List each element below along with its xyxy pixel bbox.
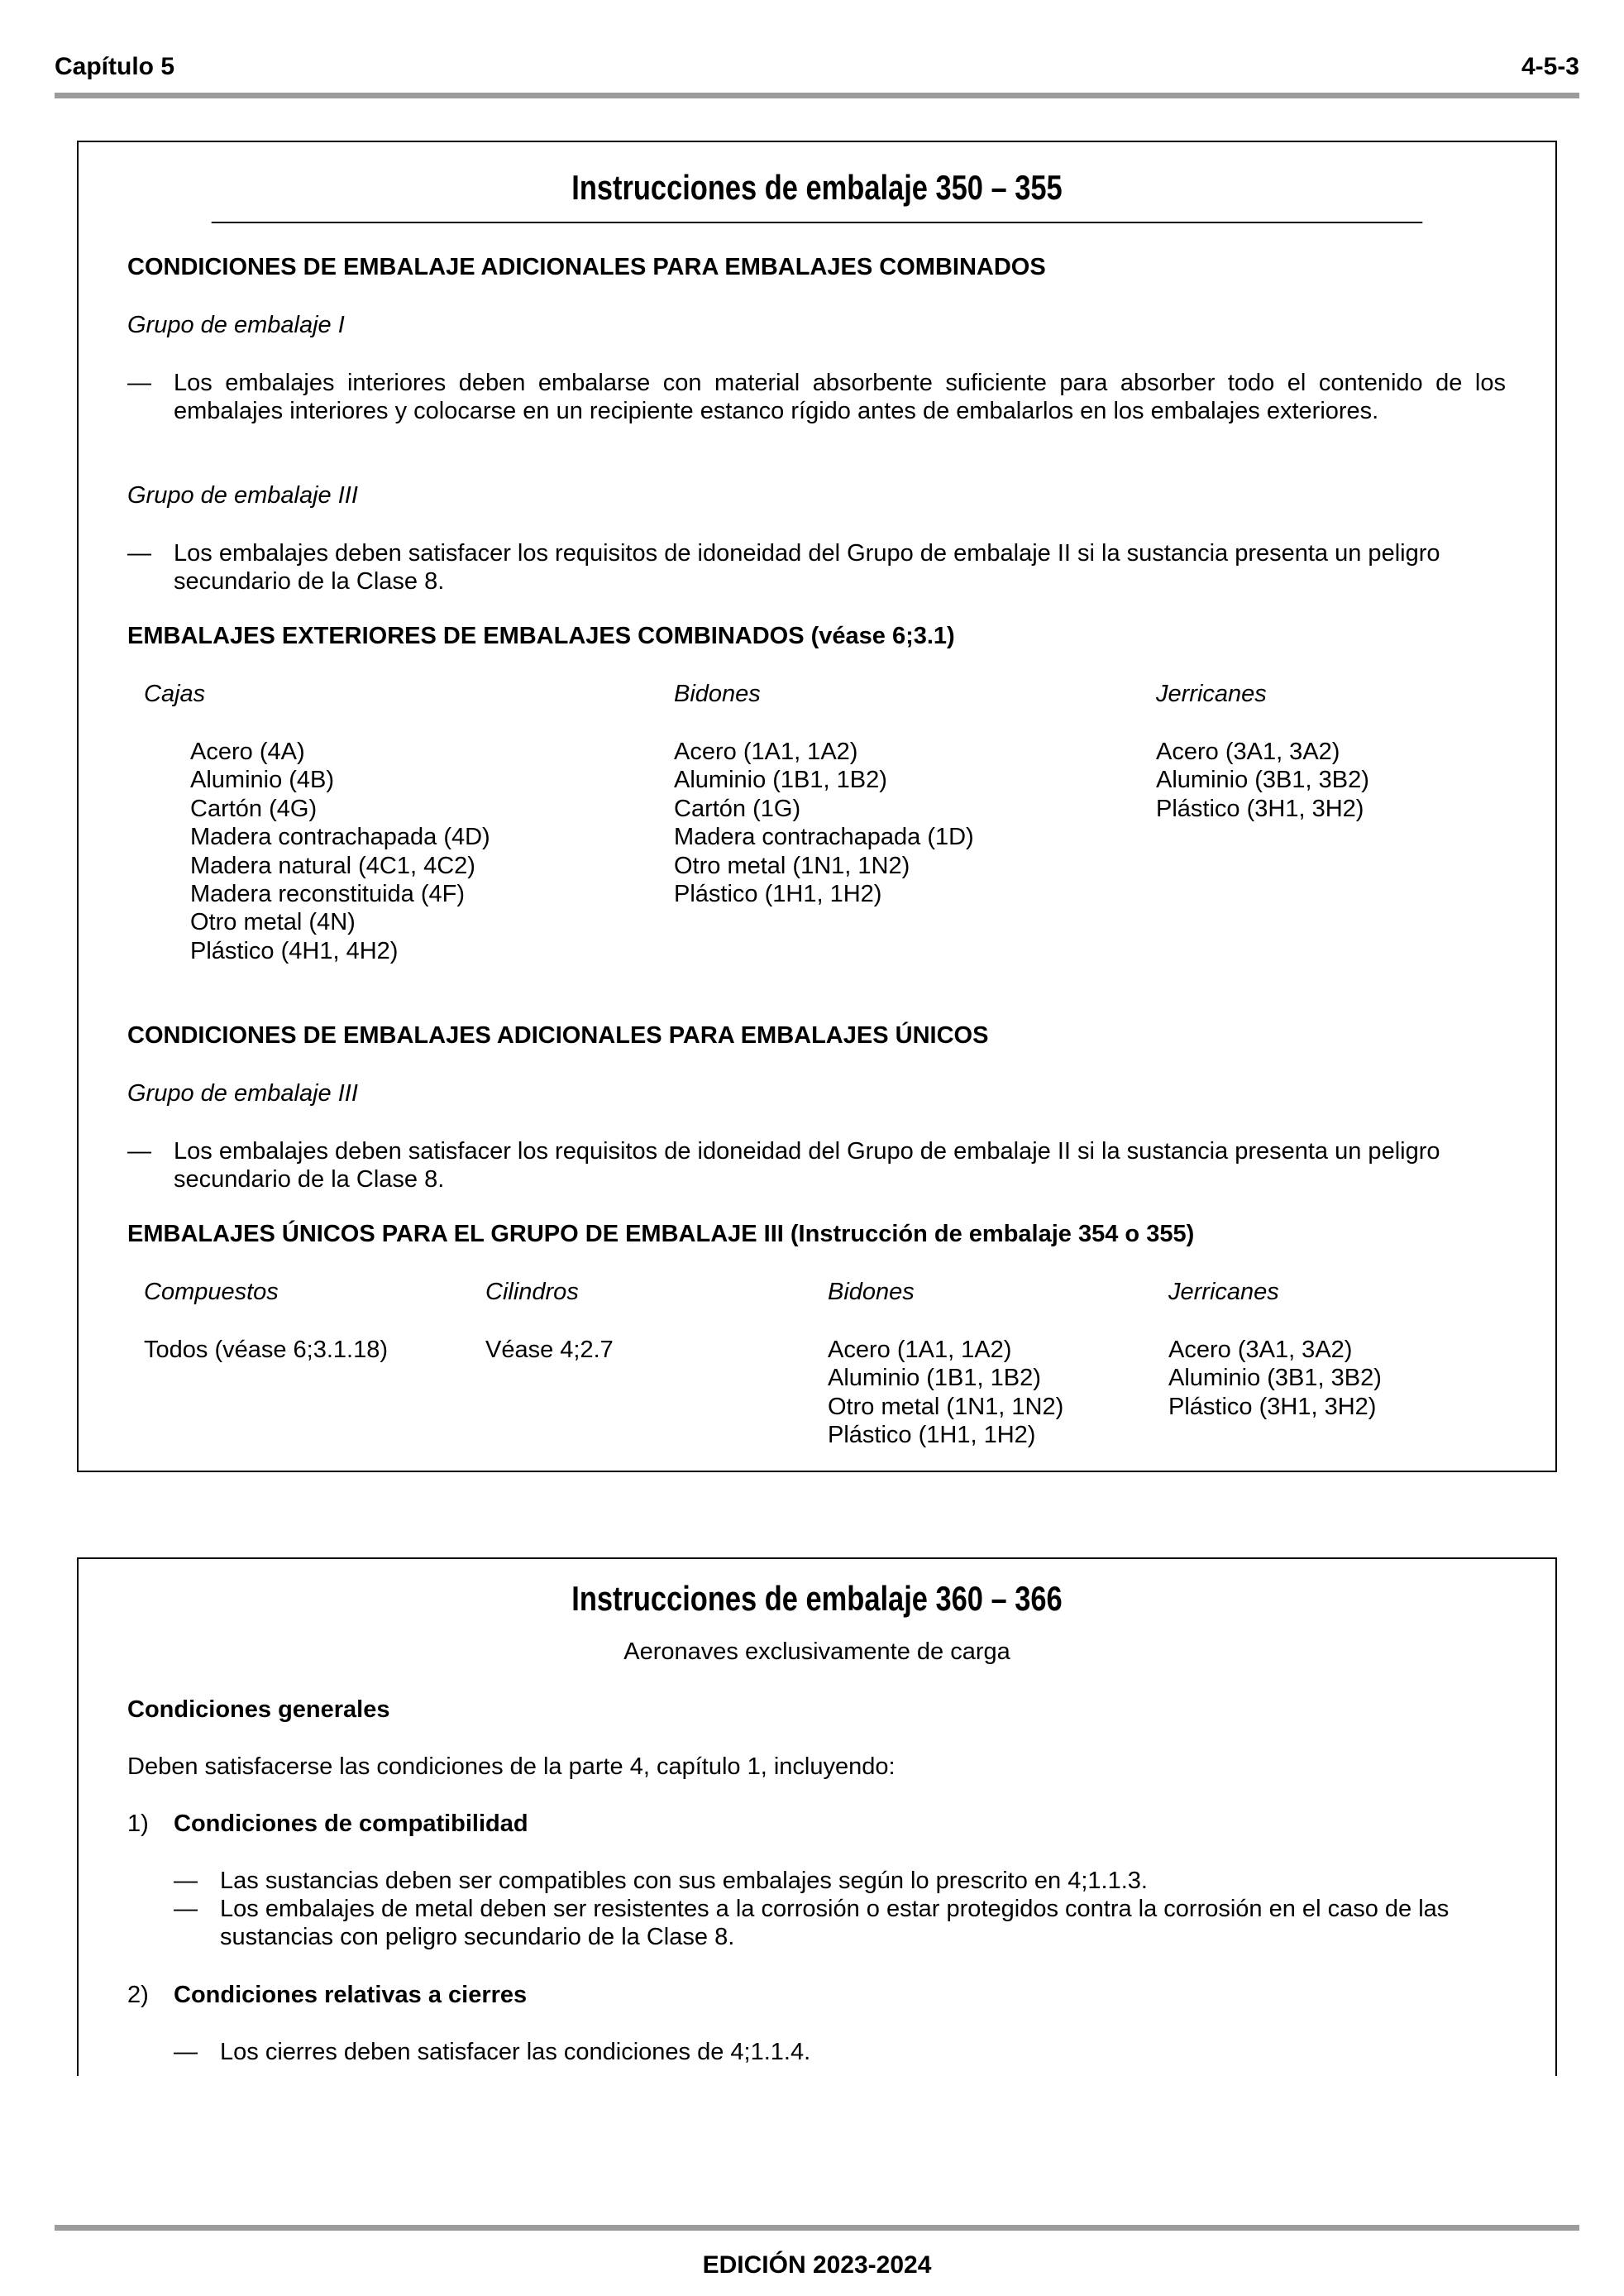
footer-rule [55, 2225, 1579, 2231]
list-item: Plástico (4H1, 4H2) [190, 937, 399, 964]
box2-title: Instrucciones de embalaje 360 – 366 [571, 1579, 1063, 1618]
list-item: Acero (4A) [190, 739, 305, 765]
box1-heading-outer: EMBALAJES EXTERIORES DE EMBALAJES COMBINADOS (véase 6;3.1) [127, 623, 955, 649]
chapter-label: Capítulo 5 [55, 53, 175, 80]
bullet-dash: — [174, 1868, 198, 1894]
box2-intro: Deben satisfacerse las condiciones de la parte 4, capítulo 1, incluyendo: [127, 1753, 896, 1780]
list-item: Acero (1A1, 1A2) [828, 1337, 1012, 1363]
item2-number: 2) [127, 1982, 149, 2008]
col-title-bidones-single: Bidones [828, 1279, 915, 1305]
bullet-dash: — [127, 540, 151, 567]
list-jerricanes [1156, 738, 1369, 823]
box2-heading-general: Condiciones generales [127, 1696, 390, 1723]
list-item: Otro metal (1N1, 1N2) [828, 1393, 1064, 1420]
col-title-compuestos: Compuestos [144, 1279, 279, 1305]
list-item: Madera contrachapada (1D) [674, 824, 974, 851]
list-item: Otro metal (1N1, 1N2) [674, 852, 910, 879]
list-item: Aluminio (4B) [190, 767, 335, 794]
list-jerricanes-single [1168, 1336, 1382, 1421]
list-item: Cartón (4G) [190, 795, 318, 822]
list-item: Madera natural (4C1, 4C2) [190, 852, 475, 879]
box1-bullet-group-iii-single: Los embalajes deben satisfacer los requisitos de idoneidad del Grupo de embalaje II si la sustancia presenta un peligro secundario de la Clase 8. [174, 1138, 1440, 1193]
col-title-bidones: Bidones [674, 681, 761, 707]
bullet-dash: — [174, 2039, 198, 2065]
box2-subtitle: Aeronaves exclusivamente de carga [623, 1638, 1010, 1665]
bullet-dash: — [127, 1138, 151, 1165]
list-item: Plástico (1H1, 1H2) [828, 1422, 1036, 1449]
item1-title: Condiciones de compatibilidad [174, 1810, 528, 1837]
list-item: Plástico (1H1, 1H2) [674, 881, 882, 908]
item2-bullet-1: Los cierres deben satisfacer las condiciones de 4;1.1.4. [220, 2039, 811, 2065]
packing-instructions-360-366 [77, 1557, 1557, 2076]
col-title-cilindros: Cilindros [485, 1279, 579, 1305]
col-title-cajas: Cajas [144, 681, 206, 707]
box1-heading-single: CONDICIONES DE EMBALAJES ADICIONALES PARA EMBALAJES ÚNICOS [127, 1022, 989, 1049]
item1-number: 1) [127, 1810, 149, 1837]
list-item: Plástico (3H1, 3H2) [1168, 1393, 1377, 1420]
bullet-dash: — [127, 370, 151, 396]
list-item: Madera contrachapada (4D) [190, 824, 490, 851]
bullet-dash: — [174, 1896, 198, 1922]
list-cilindros [485, 1336, 614, 1364]
box1-heading-combined: CONDICIONES DE EMBALAJE ADICIONALES PARA EMBALAJES COMBINADOS [127, 254, 1046, 280]
item1-bullet-2: Los embalajes de metal deben ser resistentes a la corrosión o estar protegidos contra la corrosión en el caso de las sustancias con peligro secundario de la Clase 8. [220, 1896, 1450, 1950]
list-item: Plástico (3H1, 3H2) [1156, 795, 1364, 822]
packing-instructions-350-355 [77, 141, 1557, 1472]
box1-bullet-group-i: Los embalajes interiores deben embalarse con material absorbente suficiente para absorber todo el contenido de los embalajes interiores y colocarse en un recipiente estanco rígido antes de embalarlos en los embalajes exteriores. [174, 370, 1506, 424]
page-reference: 4-5-3 [1521, 53, 1579, 80]
list-item: Aluminio (1B1, 1B2) [828, 1365, 1041, 1392]
list-item: Acero (3A1, 3A2) [1168, 1337, 1353, 1363]
box1-heading-single-iii: EMBALAJES ÚNICOS PARA EL GRUPO DE EMBALAJE III (Instrucción de embalaje 354 o 355) [127, 1221, 1195, 1247]
list-item: Véase 4;2.7 [485, 1337, 614, 1363]
list-item: Aluminio (3B1, 3B2) [1168, 1365, 1382, 1392]
list-item: Aluminio (3B1, 3B2) [1156, 767, 1369, 794]
col-title-jerricanes-single: Jerricanes [1168, 1279, 1279, 1305]
list-bidones [674, 738, 974, 908]
edition-footer: EDICIÓN 2023-2024 [702, 2251, 932, 2279]
item1-bullet-1: Las sustancias deben ser compatibles con sus embalajes según lo prescrito en 4;1.1.3. [220, 1868, 1148, 1894]
list-item: Otro metal (4N) [190, 909, 356, 936]
box1-group-i: Grupo de embalaje I [127, 312, 345, 338]
list-cajas [190, 738, 490, 965]
box1-bullet-group-iii: Los embalajes deben satisfacer los requisitos de idoneidad del Grupo de embalaje II si la sustancia presenta un peligro secundario de la Clase 8. [174, 540, 1440, 595]
list-item: Cartón (1G) [674, 795, 801, 822]
list-item: Acero (3A1, 3A2) [1156, 739, 1340, 765]
box1-group-iii-single: Grupo de embalaje III [127, 1080, 358, 1107]
box1-group-iii: Grupo de embalaje III [127, 482, 358, 509]
item2-title: Condiciones relativas a cierres [174, 1982, 528, 2008]
col-title-jerricanes: Jerricanes [1156, 681, 1267, 707]
box1-title: Instrucciones de embalaje 350 – 355 [212, 154, 1423, 223]
list-bidones-single [828, 1336, 1063, 1450]
list-item: Todos (véase 6;3.1.18) [144, 1337, 389, 1363]
list-item: Aluminio (1B1, 1B2) [674, 767, 887, 794]
list-item: Madera reconstituida (4F) [190, 881, 466, 908]
list-item: Acero (1A1, 1A2) [674, 739, 858, 765]
header-rule [55, 93, 1579, 98]
list-compuestos [144, 1336, 388, 1364]
